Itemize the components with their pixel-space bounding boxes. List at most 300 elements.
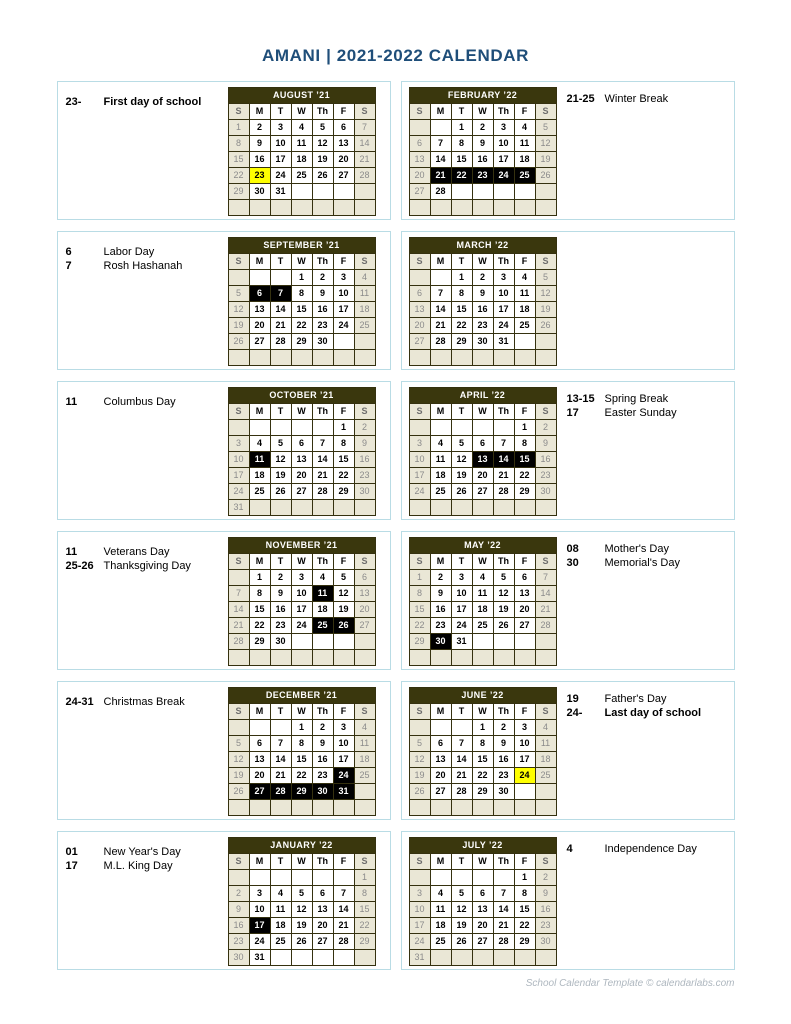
week-row xyxy=(409,200,556,216)
day-cell-blank xyxy=(451,420,472,436)
month-header-row xyxy=(228,688,375,704)
day-cell: 21 xyxy=(535,602,556,618)
day-cell: 26 xyxy=(228,334,249,350)
day-cell: 16 xyxy=(270,602,291,618)
day-cell: 21 xyxy=(333,918,354,934)
day-header-cell: T xyxy=(451,404,472,420)
day-cell-blank xyxy=(472,870,493,886)
calendar-grid xyxy=(57,81,735,970)
day-cell-blank xyxy=(228,270,249,286)
day-cell: 25 xyxy=(270,934,291,950)
day-cell: 27 xyxy=(354,618,375,634)
day-header-row xyxy=(409,854,556,870)
day-header-cell: S xyxy=(354,704,375,720)
day-cell: 18 xyxy=(291,152,312,168)
calendar-row xyxy=(57,681,735,820)
day-cell: 12 xyxy=(493,586,514,602)
day-header-row xyxy=(228,554,375,570)
day-cell: 26 xyxy=(291,934,312,950)
day-cell: 3 xyxy=(270,120,291,136)
month-calendar-january-22 xyxy=(228,837,376,969)
day-cell-blank xyxy=(493,200,514,216)
day-cell: 25 xyxy=(430,934,451,950)
day-header-cell: S xyxy=(409,704,430,720)
day-cell: 13 xyxy=(354,586,375,602)
day-header-cell: S xyxy=(535,254,556,270)
day-cell-blank xyxy=(249,800,270,816)
day-cell: 1 xyxy=(409,570,430,586)
day-cell: 22 xyxy=(409,618,430,634)
day-cell: 6 xyxy=(333,120,354,136)
day-cell-blank xyxy=(430,200,451,216)
week-row xyxy=(409,736,556,752)
day-cell-blank xyxy=(354,784,375,800)
day-cell: 19 xyxy=(291,918,312,934)
month-header: JULY ’22 xyxy=(409,838,556,854)
day-header-cell: Th xyxy=(312,254,333,270)
day-cell: 3 xyxy=(514,720,535,736)
day-header-cell: M xyxy=(249,704,270,720)
week-row xyxy=(228,318,375,334)
day-cell: 3 xyxy=(333,270,354,286)
day-cell: 7 xyxy=(312,436,333,452)
calendar-row xyxy=(57,381,735,520)
week-row xyxy=(228,270,375,286)
month-box-january-22 xyxy=(57,831,391,970)
day-cell: 14 xyxy=(451,752,472,768)
day-cell: 9 xyxy=(270,586,291,602)
day-cell: 13 xyxy=(333,136,354,152)
day-cell: 11 xyxy=(430,902,451,918)
day-cell: 20 xyxy=(430,768,451,784)
day-cell: 26 xyxy=(409,784,430,800)
day-cell-blank xyxy=(451,720,472,736)
day-cell: 5 xyxy=(535,120,556,136)
note-text: M.L. King Day xyxy=(103,860,173,872)
day-cell: 15 xyxy=(249,602,270,618)
day-cell-blank xyxy=(249,720,270,736)
note-text: Christmas Break xyxy=(103,696,185,708)
day-cell-blank xyxy=(535,500,556,516)
day-cell: 9 xyxy=(472,286,493,302)
day-cell-blank xyxy=(451,350,472,366)
week-row xyxy=(409,302,556,318)
day-cell: 3 xyxy=(409,886,430,902)
day-cell: 16 xyxy=(228,918,249,934)
day-cell-blank xyxy=(451,500,472,516)
day-cell: 15 xyxy=(514,452,535,468)
day-cell-blank xyxy=(333,634,354,650)
day-cell-blank xyxy=(514,950,535,966)
day-cell-blank xyxy=(270,350,291,366)
day-cell: 24 xyxy=(333,318,354,334)
day-cell-blank xyxy=(291,200,312,216)
day-cell-blank xyxy=(535,950,556,966)
day-cell: 18 xyxy=(249,468,270,484)
day-cell: 16 xyxy=(249,152,270,168)
day-cell: 15 xyxy=(514,902,535,918)
month-header: APRIL ’22 xyxy=(409,388,556,404)
day-header-cell: M xyxy=(249,854,270,870)
day-cell: 19 xyxy=(451,918,472,934)
month-header: MAY ’22 xyxy=(409,538,556,554)
day-cell: 19 xyxy=(409,768,430,784)
day-cell: 26 xyxy=(493,618,514,634)
day-cell: 4 xyxy=(430,436,451,452)
day-cell: 7 xyxy=(493,436,514,452)
week-row xyxy=(228,570,375,586)
annotation-left xyxy=(58,532,228,669)
day-cell: 24 xyxy=(291,618,312,634)
week-row xyxy=(228,934,375,950)
month-header: JUNE ’22 xyxy=(409,688,556,704)
day-cell: 1 xyxy=(472,720,493,736)
day-cell: 23 xyxy=(535,918,556,934)
day-cell: 12 xyxy=(535,136,556,152)
day-cell: 28 xyxy=(451,784,472,800)
day-cell: 28 xyxy=(333,934,354,950)
day-cell: 6 xyxy=(409,286,430,302)
day-cell: 5 xyxy=(493,570,514,586)
week-row xyxy=(409,350,556,366)
day-cell: 2 xyxy=(472,120,493,136)
note-text: Spring Break xyxy=(604,393,669,405)
day-cell-blank xyxy=(312,634,333,650)
day-header-cell: Th xyxy=(312,854,333,870)
day-header-row xyxy=(409,554,556,570)
day-header-cell: W xyxy=(291,104,312,120)
day-cell: 17 xyxy=(493,152,514,168)
week-row xyxy=(409,270,556,286)
day-cell-blank xyxy=(228,350,249,366)
note-line xyxy=(66,859,228,873)
day-cell-blank xyxy=(333,200,354,216)
day-cell: 17 xyxy=(514,752,535,768)
day-cell: 9 xyxy=(430,586,451,602)
week-row xyxy=(409,784,556,800)
day-cell: 20 xyxy=(291,468,312,484)
day-cell: 12 xyxy=(535,286,556,302)
note-text: Easter Sunday xyxy=(604,407,677,419)
day-cell-blank xyxy=(270,200,291,216)
day-cell: 2 xyxy=(270,570,291,586)
day-cell: 21 xyxy=(228,618,249,634)
day-cell: 6 xyxy=(472,886,493,902)
day-cell: 20 xyxy=(312,918,333,934)
day-cell: 24 xyxy=(493,318,514,334)
day-cell: 13 xyxy=(514,586,535,602)
day-cell: 24 xyxy=(409,484,430,500)
day-cell: 27 xyxy=(409,334,430,350)
day-cell: 17 xyxy=(409,468,430,484)
month-table-july-22 xyxy=(409,837,557,966)
day-cell: 4 xyxy=(430,886,451,902)
note-date-range: 11 xyxy=(65,546,78,558)
note-date-range: 7 xyxy=(65,260,72,272)
day-cell: 3 xyxy=(451,570,472,586)
month-table-june-22 xyxy=(409,687,557,816)
day-cell: 15 xyxy=(451,302,472,318)
week-row xyxy=(409,436,556,452)
day-cell: 27 xyxy=(249,784,270,800)
day-cell: 1 xyxy=(354,870,375,886)
note-line xyxy=(567,406,734,420)
day-cell: 25 xyxy=(514,318,535,334)
day-cell: 5 xyxy=(312,120,333,136)
note-date-range: 17 xyxy=(566,407,579,419)
week-row xyxy=(409,752,556,768)
day-cell-blank xyxy=(514,650,535,666)
day-cell: 14 xyxy=(493,452,514,468)
month-box-december-21 xyxy=(57,681,391,820)
day-cell-blank xyxy=(430,420,451,436)
day-header-cell: W xyxy=(472,254,493,270)
annotation-right xyxy=(557,682,734,819)
day-cell: 6 xyxy=(249,736,270,752)
day-header-cell: T xyxy=(270,854,291,870)
day-cell: 27 xyxy=(333,168,354,184)
day-cell: 24 xyxy=(514,768,535,784)
day-cell-blank xyxy=(493,800,514,816)
day-cell: 11 xyxy=(535,736,556,752)
day-cell: 2 xyxy=(535,420,556,436)
day-header-cell: Th xyxy=(493,854,514,870)
day-cell: 24 xyxy=(409,934,430,950)
day-cell: 24 xyxy=(228,484,249,500)
note-line xyxy=(567,842,734,856)
day-cell: 17 xyxy=(409,918,430,934)
week-row xyxy=(409,318,556,334)
note-line xyxy=(66,245,228,259)
day-cell-blank xyxy=(249,420,270,436)
day-cell-blank xyxy=(514,634,535,650)
day-cell-blank xyxy=(409,350,430,366)
day-cell: 26 xyxy=(535,318,556,334)
week-row xyxy=(228,602,375,618)
week-row xyxy=(409,918,556,934)
day-cell: 11 xyxy=(472,586,493,602)
day-cell: 7 xyxy=(430,286,451,302)
day-cell: 16 xyxy=(312,302,333,318)
day-cell: 30 xyxy=(430,634,451,650)
day-cell: 19 xyxy=(270,468,291,484)
day-header-cell: S xyxy=(228,704,249,720)
day-cell: 1 xyxy=(291,270,312,286)
day-cell: 14 xyxy=(493,902,514,918)
day-header-cell: W xyxy=(472,554,493,570)
day-cell: 28 xyxy=(430,334,451,350)
day-cell: 3 xyxy=(228,436,249,452)
day-cell-blank xyxy=(430,800,451,816)
note-text: Veterans Day xyxy=(103,546,170,558)
day-cell: 11 xyxy=(430,452,451,468)
day-cell: 16 xyxy=(354,452,375,468)
day-cell-blank xyxy=(228,870,249,886)
day-cell: 28 xyxy=(493,934,514,950)
day-cell-blank xyxy=(535,184,556,200)
day-cell: 17 xyxy=(451,602,472,618)
day-cell: 4 xyxy=(354,270,375,286)
day-cell: 30 xyxy=(535,484,556,500)
day-cell: 3 xyxy=(493,120,514,136)
day-cell: 22 xyxy=(451,318,472,334)
month-header-row xyxy=(409,388,556,404)
day-cell-blank xyxy=(354,800,375,816)
day-header-cell: T xyxy=(270,104,291,120)
month-header-row xyxy=(409,88,556,104)
day-cell-blank xyxy=(228,420,249,436)
day-header-cell: M xyxy=(249,404,270,420)
day-header-cell: F xyxy=(514,104,535,120)
day-cell: 11 xyxy=(291,136,312,152)
day-cell: 22 xyxy=(291,318,312,334)
month-header: MARCH ’22 xyxy=(409,238,556,254)
day-cell-blank xyxy=(535,650,556,666)
day-cell: 8 xyxy=(249,586,270,602)
day-cell: 8 xyxy=(291,736,312,752)
note-text: First day of school xyxy=(103,96,202,108)
day-cell: 7 xyxy=(451,736,472,752)
day-cell: 12 xyxy=(228,752,249,768)
note-line xyxy=(567,92,734,106)
month-header-row xyxy=(409,838,556,854)
day-header-row xyxy=(228,854,375,870)
day-cell: 22 xyxy=(451,168,472,184)
day-cell: 29 xyxy=(514,484,535,500)
day-header-cell: S xyxy=(535,404,556,420)
day-cell: 7 xyxy=(270,286,291,302)
day-header-cell: Th xyxy=(493,104,514,120)
day-cell: 12 xyxy=(451,452,472,468)
day-cell: 12 xyxy=(333,586,354,602)
day-cell-blank xyxy=(333,350,354,366)
day-cell-blank xyxy=(333,500,354,516)
day-cell: 23 xyxy=(472,168,493,184)
annotation-right xyxy=(557,82,734,219)
day-cell-blank xyxy=(291,950,312,966)
day-cell: 7 xyxy=(333,886,354,902)
note-text: Columbus Day xyxy=(103,396,176,408)
week-row xyxy=(228,286,375,302)
day-cell: 10 xyxy=(333,736,354,752)
annotation-left xyxy=(58,82,228,219)
calendar-row xyxy=(57,81,735,220)
day-header-cell: S xyxy=(228,554,249,570)
day-cell: 4 xyxy=(270,886,291,902)
week-row xyxy=(409,570,556,586)
day-cell: 13 xyxy=(409,302,430,318)
day-header-cell: S xyxy=(354,254,375,270)
day-cell: 1 xyxy=(291,720,312,736)
day-cell: 30 xyxy=(493,784,514,800)
day-header-cell: W xyxy=(472,854,493,870)
day-cell-blank xyxy=(430,720,451,736)
day-header-cell: F xyxy=(514,554,535,570)
day-cell-blank xyxy=(493,950,514,966)
day-cell: 6 xyxy=(430,736,451,752)
day-cell: 14 xyxy=(430,152,451,168)
day-header-cell: W xyxy=(472,104,493,120)
day-cell: 8 xyxy=(354,886,375,902)
week-row xyxy=(228,436,375,452)
day-cell: 14 xyxy=(430,302,451,318)
day-header-cell: S xyxy=(228,104,249,120)
day-cell: 4 xyxy=(312,570,333,586)
day-cell: 31 xyxy=(493,334,514,350)
week-row xyxy=(228,452,375,468)
day-cell: 22 xyxy=(333,468,354,484)
note-text: Winter Break xyxy=(604,93,669,105)
day-header-cell: F xyxy=(514,254,535,270)
day-cell-blank xyxy=(291,420,312,436)
day-cell-blank xyxy=(249,870,270,886)
day-cell: 10 xyxy=(291,586,312,602)
note-text: Mother's Day xyxy=(604,543,669,555)
day-header-cell: F xyxy=(514,404,535,420)
day-header-row xyxy=(228,104,375,120)
day-cell: 25 xyxy=(312,618,333,634)
day-cell: 30 xyxy=(354,484,375,500)
month-header-row xyxy=(228,538,375,554)
day-cell-blank xyxy=(430,870,451,886)
note-date-range: 4 xyxy=(566,843,573,855)
day-cell-blank xyxy=(354,350,375,366)
day-cell-blank xyxy=(451,200,472,216)
week-row xyxy=(228,586,375,602)
day-cell-blank xyxy=(270,270,291,286)
day-cell: 1 xyxy=(451,120,472,136)
day-header-cell: W xyxy=(291,854,312,870)
day-cell: 11 xyxy=(354,286,375,302)
day-header-cell: F xyxy=(333,704,354,720)
month-box-june-22 xyxy=(401,681,735,820)
day-cell-blank xyxy=(514,350,535,366)
day-cell-blank xyxy=(409,420,430,436)
day-cell: 27 xyxy=(249,334,270,350)
day-header-row xyxy=(409,704,556,720)
day-cell: 25 xyxy=(472,618,493,634)
day-cell-blank xyxy=(354,200,375,216)
day-cell: 1 xyxy=(228,120,249,136)
day-cell: 2 xyxy=(430,570,451,586)
day-header-row xyxy=(409,254,556,270)
month-header: OCTOBER ’21 xyxy=(228,388,375,404)
day-cell: 8 xyxy=(451,136,472,152)
day-cell: 17 xyxy=(228,468,249,484)
day-header-cell: T xyxy=(451,854,472,870)
day-cell: 24 xyxy=(451,618,472,634)
day-cell-blank xyxy=(291,800,312,816)
day-cell: 21 xyxy=(430,168,451,184)
note-date-range: 30 xyxy=(566,557,579,569)
day-cell: 7 xyxy=(354,120,375,136)
day-cell: 5 xyxy=(333,570,354,586)
day-header-cell: W xyxy=(291,554,312,570)
day-cell: 27 xyxy=(472,484,493,500)
day-cell-blank xyxy=(228,200,249,216)
week-row xyxy=(228,136,375,152)
day-header-cell: Th xyxy=(493,554,514,570)
day-cell: 15 xyxy=(409,602,430,618)
note-date-range: 19 xyxy=(566,693,579,705)
month-header: NOVEMBER ’21 xyxy=(228,538,375,554)
week-row xyxy=(228,950,375,966)
month-box-february-22 xyxy=(401,81,735,220)
day-header-cell: F xyxy=(333,854,354,870)
day-cell-blank xyxy=(270,500,291,516)
day-cell: 22 xyxy=(514,918,535,934)
month-box-july-22 xyxy=(401,831,735,970)
